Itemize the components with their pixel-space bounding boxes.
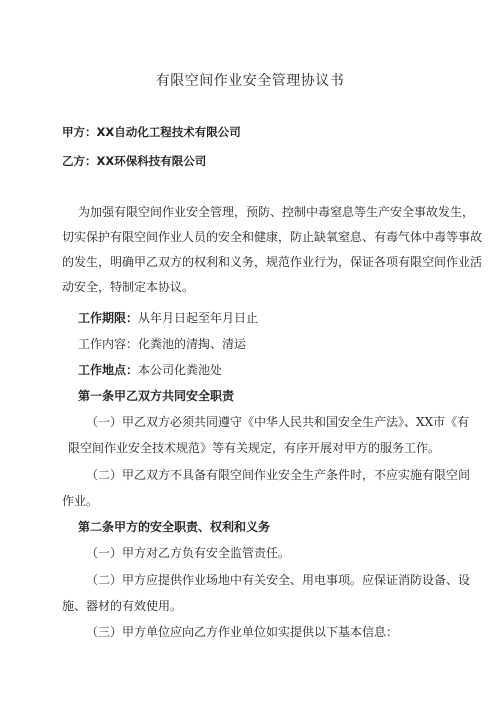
intro-line-4: 动安全，特制定本协议。 xyxy=(62,280,195,294)
party-a: 甲方：XX自动化工程技术有限公司 xyxy=(62,125,241,139)
work-period xyxy=(78,309,258,326)
article-2-heading: 第二条甲方的安全职责、权利和义务 xyxy=(78,520,271,534)
work-location-label: 工作地点： xyxy=(78,363,139,377)
work-location-value: 本公司化粪池处 xyxy=(138,363,223,377)
article-2-item-2-line-2: 施、器材的有效使用。 xyxy=(62,599,183,613)
intro-line-2: 切实保护有限空间作业人员的安全和健康，防止缺氧窒息、有毒气体中毒等事故 xyxy=(62,230,483,244)
work-location xyxy=(78,361,222,378)
article-2-item-2-line-1: （二）甲方应提供作业场地中有关安全、用电事项。应保证消防设备、设 xyxy=(86,573,471,587)
work-period-label: 工作期限： xyxy=(78,311,139,325)
article-1-item-2-line-1: （二）甲乙双方不具备有限空间作业安全生产条件时，不应实施有限空间 xyxy=(86,468,471,482)
article-1-item-2-line-2: 作业。 xyxy=(62,494,99,508)
intro-line-3: 的发生，明确甲乙双方的权利和义务，规范作业行为，保证各项有限空间作业活 xyxy=(62,255,483,269)
party-b: 乙方：XX环保科技有限公司 xyxy=(62,154,207,168)
article-1-item-1-line-2: 限空间作业安全技术规范》等有关规定，有序开展对甲方的服务工作。 xyxy=(68,441,441,455)
article-2-item-3: （三）甲方单位应向乙方作业单位如实提供以下基本信息： xyxy=(86,625,399,639)
intro-line-1: 为加强有限空间作业安全管理，预防、控制中毒窒息等生产安全事故发生， xyxy=(78,205,475,219)
article-2-item-1: （一）甲方对乙方负有安全监管责任。 xyxy=(86,546,291,560)
document-title: 有限空间作业安全管理协议书 xyxy=(155,73,345,89)
article-1-heading: 第一条甲乙双方共同安全职责 xyxy=(78,389,235,403)
work-period-value: 从年月日起至年月日止 xyxy=(138,311,259,325)
article-1-item-1-line-1: （一）甲乙双方必须共同遵守《中华人民共和国安全生产法》、XX市《有 xyxy=(86,415,470,429)
work-content: 工作内容：化粪池的清掏、清运 xyxy=(78,337,247,351)
